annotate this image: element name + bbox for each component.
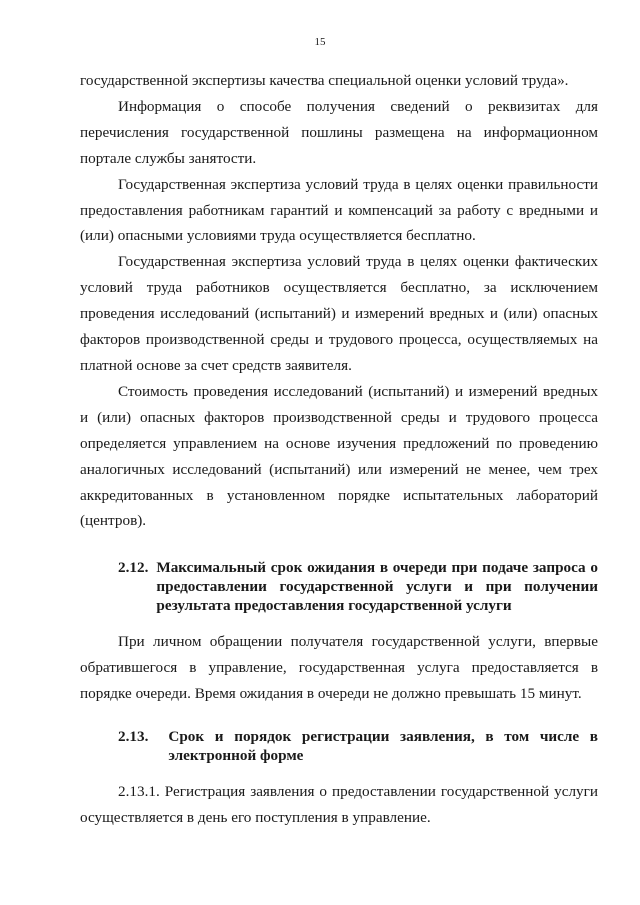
paragraph-cost-determination: Стоимость проведения исследований (испытаний) и измерений вредных и (или) опасных факторов производственной среды и трудового процесса определяется управлением на основе изучения предложений по проведению аналогичных исследований (испытаний) или измерений не менее, чем трех аккредитованных в установленном порядке испытательных лабораторий (центров). — [80, 382, 598, 530]
paragraph-queue-time: При личном обращении получателя государственной услуги, впервые обратившегося в управление, государственная услуга предоставляется в порядке очереди. Время ожидания в очереди не должно превышать 15 минут. — [80, 633, 598, 703]
section-number: 2.12. — [118, 559, 149, 577]
section-number: 2.13. — [118, 728, 149, 746]
document-body — [80, 68, 598, 831]
paragraph-registration: 2.13.1. Регистрация заявления о предоставлении государственной услуги осуществляется в день его поступления в управление. — [80, 783, 598, 826]
section-heading-2-13 — [80, 727, 598, 765]
paragraph-free-expertise-guarantees: Государственная экспертиза условий труда в целях оценки правильности предоставления работникам гарантий и компенсаций за работу с вредными и (или) опасными условиями труда осуществляется бесплатно. — [80, 175, 598, 245]
page-number: 15 — [314, 36, 326, 48]
paragraph-free-expertise-conditions: Государственная экспертиза условий труда в целях оценки фактических условий труда работников осуществляется бесплатно, за исключением проведения исследований (испытаний) и измерений вредных и (или) опасных факторов производственной среды и трудового процесса, осуществляемых на платной основе за счет средств заявителя. — [80, 253, 598, 374]
paragraph-continuation: государственной экспертизы качества специальной оценки условий труда». — [80, 72, 569, 89]
section-heading-2-12 — [80, 558, 598, 615]
section-title: Срок и порядок регистрации заявления, в том числе в электронной форме — [168, 728, 598, 765]
paragraph-fee-info: Информация о способе получения сведений о реквизитах для перечисления государственной пошлины размещена на информационном портале службы занятости. — [80, 97, 598, 167]
section-title: Максимальный срок ожидания в очереди при подаче запроса о предоставлении государственной услуги и при получении результата предоставления государственной услуги — [156, 559, 598, 615]
